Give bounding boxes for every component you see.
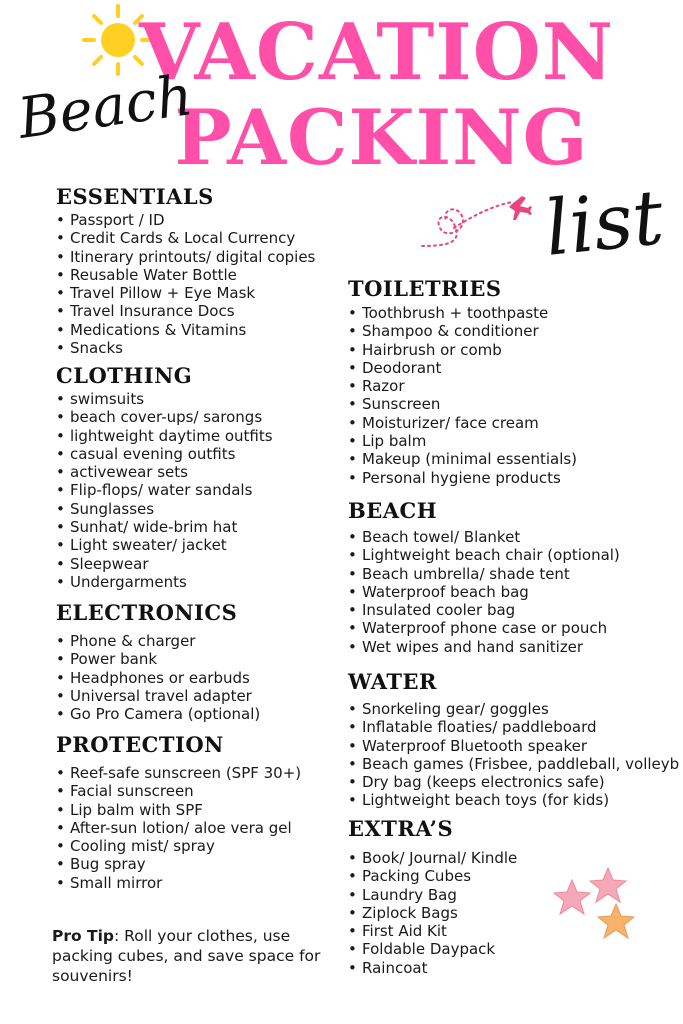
- title-packing: PACKING: [174, 93, 589, 182]
- list-item: • Sunglasses: [56, 500, 273, 518]
- beach-list: [348, 528, 620, 656]
- section-water: [348, 671, 683, 810]
- heading-essentials: ESSENTIALS: [56, 184, 214, 209]
- heading-beach: BEACH: [348, 498, 438, 523]
- list-item: • Deodorant: [348, 359, 577, 377]
- list-item: • Sunhat/ wide-brim hat: [56, 518, 273, 536]
- heading-toiletries: TOILETRIES: [348, 276, 502, 301]
- list-item: • Snorkeling gear/ goggles: [348, 700, 683, 718]
- list-item: • Waterproof phone case or pouch: [348, 619, 620, 637]
- list-item: • Book/ Journal/ Kindle: [348, 849, 517, 867]
- list-item: • Laundry Bag: [348, 886, 517, 904]
- electronics-list: [56, 632, 260, 723]
- list-item: • Small mirror: [56, 874, 301, 892]
- list-item: • Flip-flops/ water sandals: [56, 481, 273, 499]
- list-item: • Travel Insurance Docs: [56, 302, 315, 320]
- list-item: • Sleepwear: [56, 555, 273, 573]
- list-item: • Lip balm: [348, 432, 577, 450]
- list-item: • Moisturizer/ face cream: [348, 414, 577, 432]
- list-item: • Credit Cards & Local Currency: [56, 229, 315, 247]
- section-clothing: [56, 365, 273, 591]
- list-item: • Light sweater/ jacket: [56, 536, 273, 554]
- list-item: • Medications & Vitamins: [56, 321, 315, 339]
- list-item: • Makeup (minimal essentials): [348, 450, 577, 468]
- list-item: • Power bank: [56, 650, 260, 668]
- heading-extras: EXTRA’S: [348, 816, 454, 841]
- list-item: • Headphones or earbuds: [56, 669, 260, 687]
- section-electronics: [56, 602, 260, 723]
- list-item: • Snacks: [56, 339, 315, 357]
- list-item: • Itinerary printouts/ digital copies: [56, 248, 315, 266]
- heading-water: WATER: [348, 669, 437, 694]
- list-item: • Bug spray: [56, 855, 301, 873]
- list-item: • Passport / ID: [56, 211, 315, 229]
- list-item: • Travel Pillow + Eye Mask: [56, 284, 315, 302]
- list-item: • Lightweight beach toys (for kids): [348, 791, 683, 809]
- list-item: • First Aid Kit: [348, 922, 517, 940]
- list-item: • Shampoo & conditioner: [348, 322, 577, 340]
- list-item: • Phone & charger: [56, 632, 260, 650]
- heading-clothing: CLOTHING: [56, 363, 193, 388]
- essentials-list: [56, 211, 315, 357]
- list-item: • Reusable Water Bottle: [56, 266, 315, 284]
- list-item: • Lightweight beach chair (optional): [348, 546, 620, 564]
- script-beach: Beach: [14, 63, 197, 152]
- list-item: • Go Pro Camera (optional): [56, 705, 260, 723]
- heading-electronics: ELECTRONICS: [56, 600, 238, 625]
- pro-tip-text: : Roll your clothes, use packing cubes, and save space for souvenirs!: [52, 927, 321, 985]
- list-item: • Waterproof Bluetooth speaker: [348, 737, 683, 755]
- section-extras: [348, 818, 517, 977]
- list-item: • Inflatable floaties/ paddleboard: [348, 718, 683, 736]
- section-essentials: [56, 186, 315, 357]
- list-item: • Lip balm with SPF: [56, 801, 301, 819]
- list-item: • Cooling mist/ spray: [56, 837, 301, 855]
- list-item: • Insulated cooler bag: [348, 601, 620, 619]
- list-item: • Hairbrush or comb: [348, 341, 577, 359]
- title-vacation: VACATION: [138, 7, 615, 98]
- list-item: • Dry bag (keeps electronics safe): [348, 773, 683, 791]
- list-item: • Wet wipes and hand sanitizer: [348, 638, 620, 656]
- pro-tip-label: Pro Tip: [52, 927, 115, 945]
- list-item: • Foldable Daypack: [348, 940, 517, 958]
- list-item: • Packing Cubes: [348, 867, 517, 885]
- protection-list: [56, 764, 301, 892]
- list-item: • activewear sets: [56, 463, 273, 481]
- pro-tip: [52, 926, 332, 986]
- list-item: • Waterproof beach bag: [348, 583, 620, 601]
- clothing-list: [56, 390, 273, 591]
- section-protection: [56, 734, 301, 892]
- list-item: • Personal hygiene products: [348, 469, 577, 487]
- toiletries-list: [348, 304, 577, 487]
- list-item: • Ziplock Bags: [348, 904, 517, 922]
- list-item: • beach cover-ups/ sarongs: [56, 408, 273, 426]
- script-list: list: [540, 172, 668, 273]
- extras-list: [348, 849, 517, 977]
- list-item: • Reef-safe sunscreen (SPF 30+): [56, 764, 301, 782]
- list-item: • Beach games (Frisbee, paddleball, volleyb: [348, 755, 683, 773]
- heading-protection: PROTECTION: [56, 732, 224, 757]
- list-item: • lightweight daytime outfits: [56, 427, 273, 445]
- list-item: • Beach towel/ Blanket: [348, 528, 620, 546]
- heart-airplane-icon: [412, 186, 542, 256]
- list-item: • Undergarments: [56, 573, 273, 591]
- list-item: • Raincoat: [348, 959, 517, 977]
- list-item: • Sunscreen: [348, 395, 577, 413]
- water-list: [348, 700, 683, 810]
- list-item: • casual evening outfits: [56, 445, 273, 463]
- starfish-icon: [552, 866, 642, 946]
- list-item: • swimsuits: [56, 390, 273, 408]
- section-toiletries: [348, 278, 577, 487]
- section-beach: [348, 500, 620, 656]
- list-item: • After-sun lotion/ aloe vera gel: [56, 819, 301, 837]
- list-item: • Universal travel adapter: [56, 687, 260, 705]
- list-item: • Razor: [348, 377, 577, 395]
- list-item: • Toothbrush + toothpaste: [348, 304, 577, 322]
- list-item: • Facial sunscreen: [56, 782, 301, 800]
- list-item: • Beach umbrella/ shade tent: [348, 565, 620, 583]
